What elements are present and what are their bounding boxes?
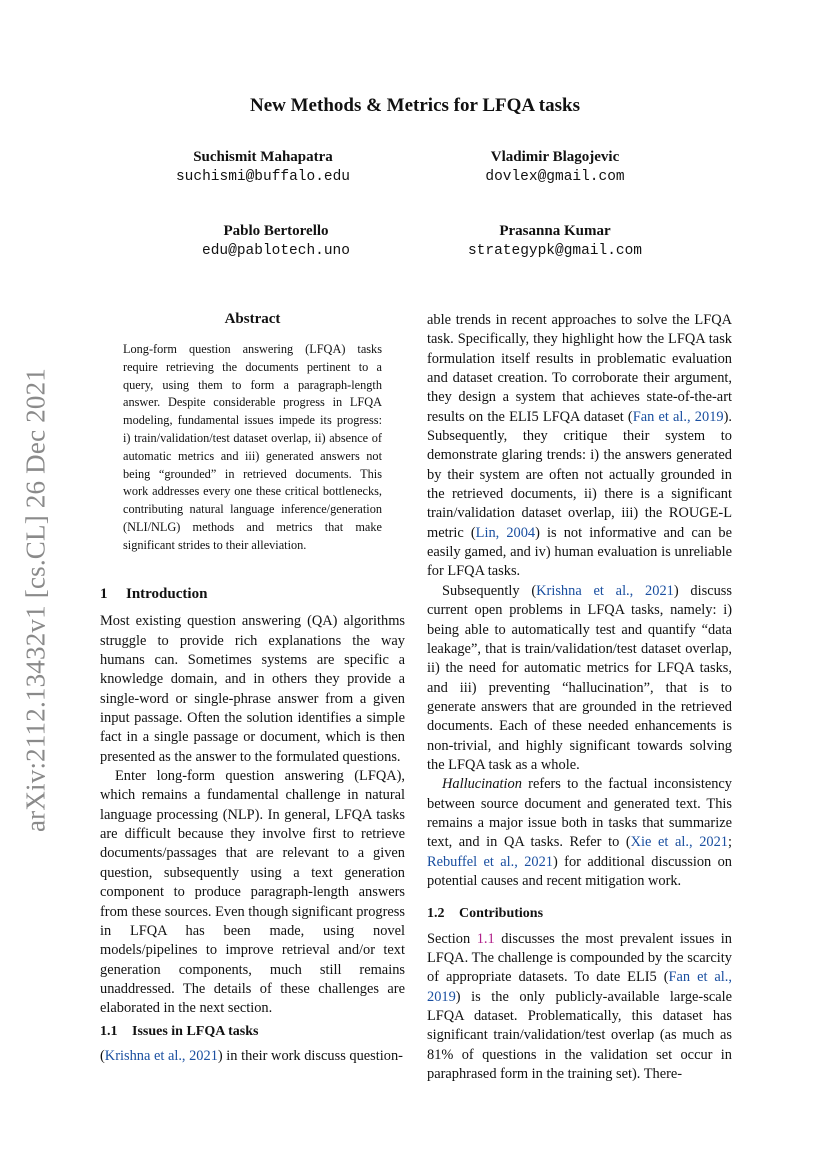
issues-paragraph bbox=[427, 582, 732, 775]
left-column-issues bbox=[100, 1022, 405, 1067]
author-name: Pablo Bertorello bbox=[223, 223, 329, 239]
author-email: dovlex@gmail.com bbox=[485, 169, 625, 185]
intro-paragraph: Enter long-form question answering (LFQA), which remains a fundamental challenge in natural language processing (NLP). In general, LFQA tasks are difficult because they involve first to retrieve documents/passages that are relevant to a given question, subsequently using a text generation component to produce paragraph-length answers from these sources. Even though significant progress in LFQA has been made, using novel models/pipelines to improve retrieval and/or text generation components, much still remains unaddressed. The details of these challenges are elaborated in the next section. bbox=[100, 768, 405, 1017]
author-block bbox=[113, 147, 413, 187]
issues-text: ) is not informative and can be easily gamed, and iv) human evaluation is unreliable for LFQA tasks. bbox=[427, 524, 732, 580]
arxiv-id: arXiv:2112.13432v1 [cs.CL] 26 Dec 2021 bbox=[20, 367, 51, 833]
issues-text: ) discuss current open problems in LFQA tasks, namely: i) being able to automatically test and quantify “data leakage”, that is train/validation/test dataset overlap, ii) the need for automatic metrics for LFQA tasks, and iii) preventing “hallucination”, that is to generate answers that are grounded in the retrieved documents. Each of these needed enhancements is non-trivial, and highly significant towards solving the LFQA task as a whole. bbox=[427, 582, 733, 773]
author-name: Vladimir Blagojevic bbox=[490, 149, 620, 165]
author-email: strategypk@gmail.com bbox=[467, 243, 643, 259]
citation-link[interactable]: Krishna et al., 2021 bbox=[536, 582, 674, 599]
issues-text: ; bbox=[727, 834, 732, 851]
contrib-text: discusses the most prevalent issues in LFQA. The challenge is compounded by the scarcity of appropriate datasets. To date ELI5 ( bbox=[427, 930, 732, 986]
subsection-heading bbox=[100, 1022, 405, 1041]
subsection-heading bbox=[427, 904, 732, 923]
abstract-text: Long-form question answering (LFQA) tasks require retrieving the documents pertinent to a query, using them to form a paragraph-length answer. Despite considerable progress in LFQA modeling, fundamental issues impede its progress: i) train/validation/test dataset overlap, ii) absence of automatic metrics and iii) generated answers not being “grounded” in retrieved documents. This work addresses every one these critical bottlenecks, contributing natural language inference/generation (NLI/NLG) methods and metrics that make significant strides to their alleviation. bbox=[123, 342, 382, 552]
intro-paragraph: Most existing question answering (QA) algorithms struggle to provide rich explanations the way humans can. Sometimes systems are specific a knowledge domain, and in others they provide a single-word or single-phrase answer from a given input passage. Often the solution identifies a simple fact in a single passage or document, which is then presented as the answer to the formulated questions. bbox=[100, 613, 405, 765]
arxiv-stamp bbox=[14, 330, 58, 870]
hallucination-paragraph bbox=[427, 775, 732, 891]
citation-link[interactable]: Fan et al., 2019 bbox=[632, 408, 724, 425]
section-heading bbox=[100, 585, 405, 604]
issues-text: ). Subsequently, they critique their system to demonstrate glaring trends: i) the answers generated by their system are often not actually grounded in the retrieved documents, ii) there is a significant train/validation dataset overlap, iii) the ROUGE-L metric ( bbox=[427, 408, 732, 541]
issues-first-line: (Krishna et al., 2021) in their work discuss question- bbox=[100, 1048, 403, 1065]
author-block bbox=[405, 221, 705, 261]
contrib-text: Section bbox=[427, 930, 477, 947]
section-ref-link[interactable]: 1.1 bbox=[476, 930, 495, 947]
author-email: suchismi@buffalo.edu bbox=[175, 169, 351, 185]
author-block bbox=[405, 147, 705, 187]
author-name: Prasanna Kumar bbox=[499, 223, 611, 239]
abstract-heading: Abstract bbox=[224, 311, 281, 327]
right-column bbox=[427, 311, 732, 1084]
subsection-title: Contributions bbox=[459, 906, 544, 922]
citation-link[interactable]: Krishna et al., 2021 bbox=[104, 1048, 218, 1065]
issues-text: refers to the factual inconsistency between source document and generated text. This remains a major issue both in tasks that summarize text, and in QA tasks. Refer to ( bbox=[427, 776, 732, 851]
left-column-intro bbox=[100, 585, 405, 1019]
citation-link[interactable]: Xie et al., 2021 bbox=[630, 834, 728, 851]
subsection-title: Issues in LFQA tasks bbox=[132, 1024, 259, 1039]
citation-link[interactable]: Lin, 2004 bbox=[475, 524, 536, 541]
issues-text: Subsequently ( bbox=[442, 582, 537, 599]
author-email: edu@pablotech.uno bbox=[202, 243, 350, 259]
section-title: Introduction bbox=[126, 586, 208, 602]
emphasis-term: Hallucination bbox=[442, 776, 522, 793]
section-number: 1 bbox=[100, 586, 108, 602]
contrib-paragraph bbox=[427, 930, 732, 1085]
author-name: Suchismit Mahapatra bbox=[193, 149, 333, 165]
citation-link[interactable]: Rebuffel et al., 2021 bbox=[427, 853, 553, 870]
subsection-number: 1.2 bbox=[427, 906, 445, 922]
author-block bbox=[126, 221, 426, 261]
subsection-number: 1.1 bbox=[100, 1024, 118, 1039]
paper-title: New Methods & Metrics for LFQA tasks bbox=[250, 95, 580, 116]
issues-paragraph: able trends in recent approaches to solve the LFQA task. Specifically, they highlight how the LFQA task formulation itself results in problematic evaluation and dataset creation. To corroborate their argument, they design a system that achieves state-of-the-art results on the ELI5 LFQA dataset (Fan et al., 2019). Subsequently, they critique their system to demonstrate glaring trends: i) the answers generated by their system are often not actually grounded in the retrieved documents, ii) there is a significant train/validation dataset overlap, iii) the ROUGE-L metric (Lin, 2004) is not informative and can be easily gamed, and iv) human evaluation is unreliable for LFQA tasks. bbox=[427, 312, 732, 580]
contrib-text: ) is the only publicly-available large-scale LFQA dataset. Problematically, this dataset has significant train/validation/test overlap (as much as 81% of questions in the validation set occur in paraphrased form in the training set). There- bbox=[427, 988, 732, 1083]
citation-link[interactable]: Fan et al., 2019 bbox=[427, 969, 732, 1005]
issues-text: ) for additional discussion on potential causes and recent mitigation work. bbox=[427, 853, 732, 889]
